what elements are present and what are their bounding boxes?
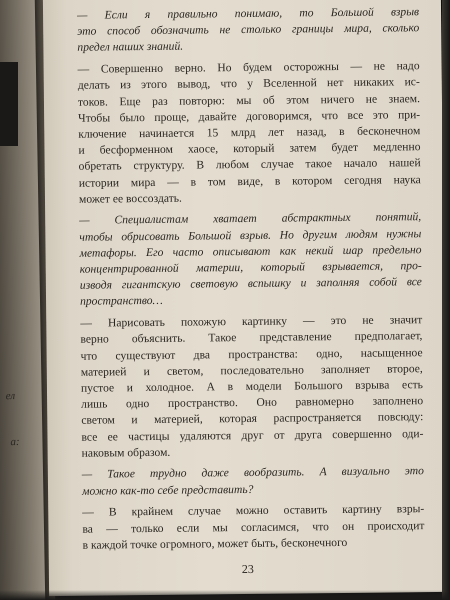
text-line: — В крайнем случае можно оставить картину взры-	[82, 502, 425, 520]
text-line: чтобы обрисовать Большой взрыв. Но другим людям нужны	[79, 226, 422, 244]
text-line: истории мира — в том виде, в котором сегодня наука	[78, 172, 421, 190]
background-edge	[0, 590, 450, 600]
text-line: и бесформенном хаосе, который затем будет медленно	[78, 140, 421, 157]
text-line: предел наших знаний.	[77, 40, 184, 55]
text-line: — Нарисовать похожую картинку — это не значит	[80, 313, 423, 330]
text-line: — Специалистам хватает абстрактных понятий,	[79, 210, 422, 228]
text-line: пустое и холодное. А в модели Большого взрыва есть	[80, 378, 424, 395]
text-line: можно как-то себе представить?	[81, 482, 254, 498]
text-line: наковым образом.	[81, 445, 171, 460]
text-line: материей и светом, последовательно заполняет второе,	[80, 361, 423, 379]
page-text	[77, 4, 425, 559]
text-line: концентрированной материи, который взрывается, про-	[79, 259, 422, 276]
text-line: — Такое трудно даже вообразить. А визуально это	[81, 464, 424, 482]
answer-paragraph	[82, 502, 424, 554]
text-line: верно объяснить. Такое представление предполагает,	[80, 329, 423, 347]
text-line: — Совершенно верно. Но будем осторожны — не надо	[77, 59, 420, 76]
question-paragraph	[82, 464, 424, 500]
text-line: в каждой точке огромного, может быть, бесконечного	[82, 535, 348, 552]
text-line: делать из этого вывод, что у Вселенной нет никаких ис-	[77, 75, 420, 93]
text-line: ключение начинается 15 млрд лет назад, в бесконечном	[78, 124, 421, 141]
text-line: Чтобы было проще, давайте договоримся, что все это при-	[78, 107, 421, 125]
text-line: это способ обозначить не столько границы мира, сколько	[77, 21, 420, 38]
text-line: может ее воссоздать.	[78, 191, 183, 206]
dark-tab	[0, 62, 18, 146]
answer-paragraph	[80, 312, 424, 461]
text-line: метафоры. Его часто описывают как некий шар предельно	[79, 242, 422, 260]
text-line: изводя гигантскую световую вспышку и заполняя собой все	[79, 275, 422, 292]
question-paragraph	[77, 4, 419, 56]
text-line: что существуют два пространства: одно, насыщенное	[80, 345, 423, 363]
text-line: светом и материей, которая распространяется повсюду:	[81, 410, 424, 428]
text-line: токов. Еще раз повторю: мы об этом ничего не знаем.	[77, 91, 421, 109]
text-line: ва — только если мы согласимся, что он происходит	[82, 518, 425, 536]
text-line: — Если я правильно понимаю, то Большой взрыв	[76, 5, 420, 22]
background-edge	[442, 0, 450, 600]
left-page-text-fragment: ел	[5, 390, 16, 403]
question-paragraph	[79, 210, 422, 311]
answer-paragraph	[78, 58, 422, 207]
page-number: 23	[241, 561, 254, 577]
text-line: пространство…	[79, 294, 163, 309]
left-page-text-fragment: а:	[10, 435, 20, 449]
text-line: все ее частицы удаляются друг от друга совершенно оди-	[81, 426, 424, 444]
text-line: лишь одно пространство. Оно равномерно заполнено	[81, 394, 424, 411]
book-page	[43, 0, 447, 596]
text-line: обретать структуру. В любом случае такое начало нашей	[78, 156, 421, 174]
